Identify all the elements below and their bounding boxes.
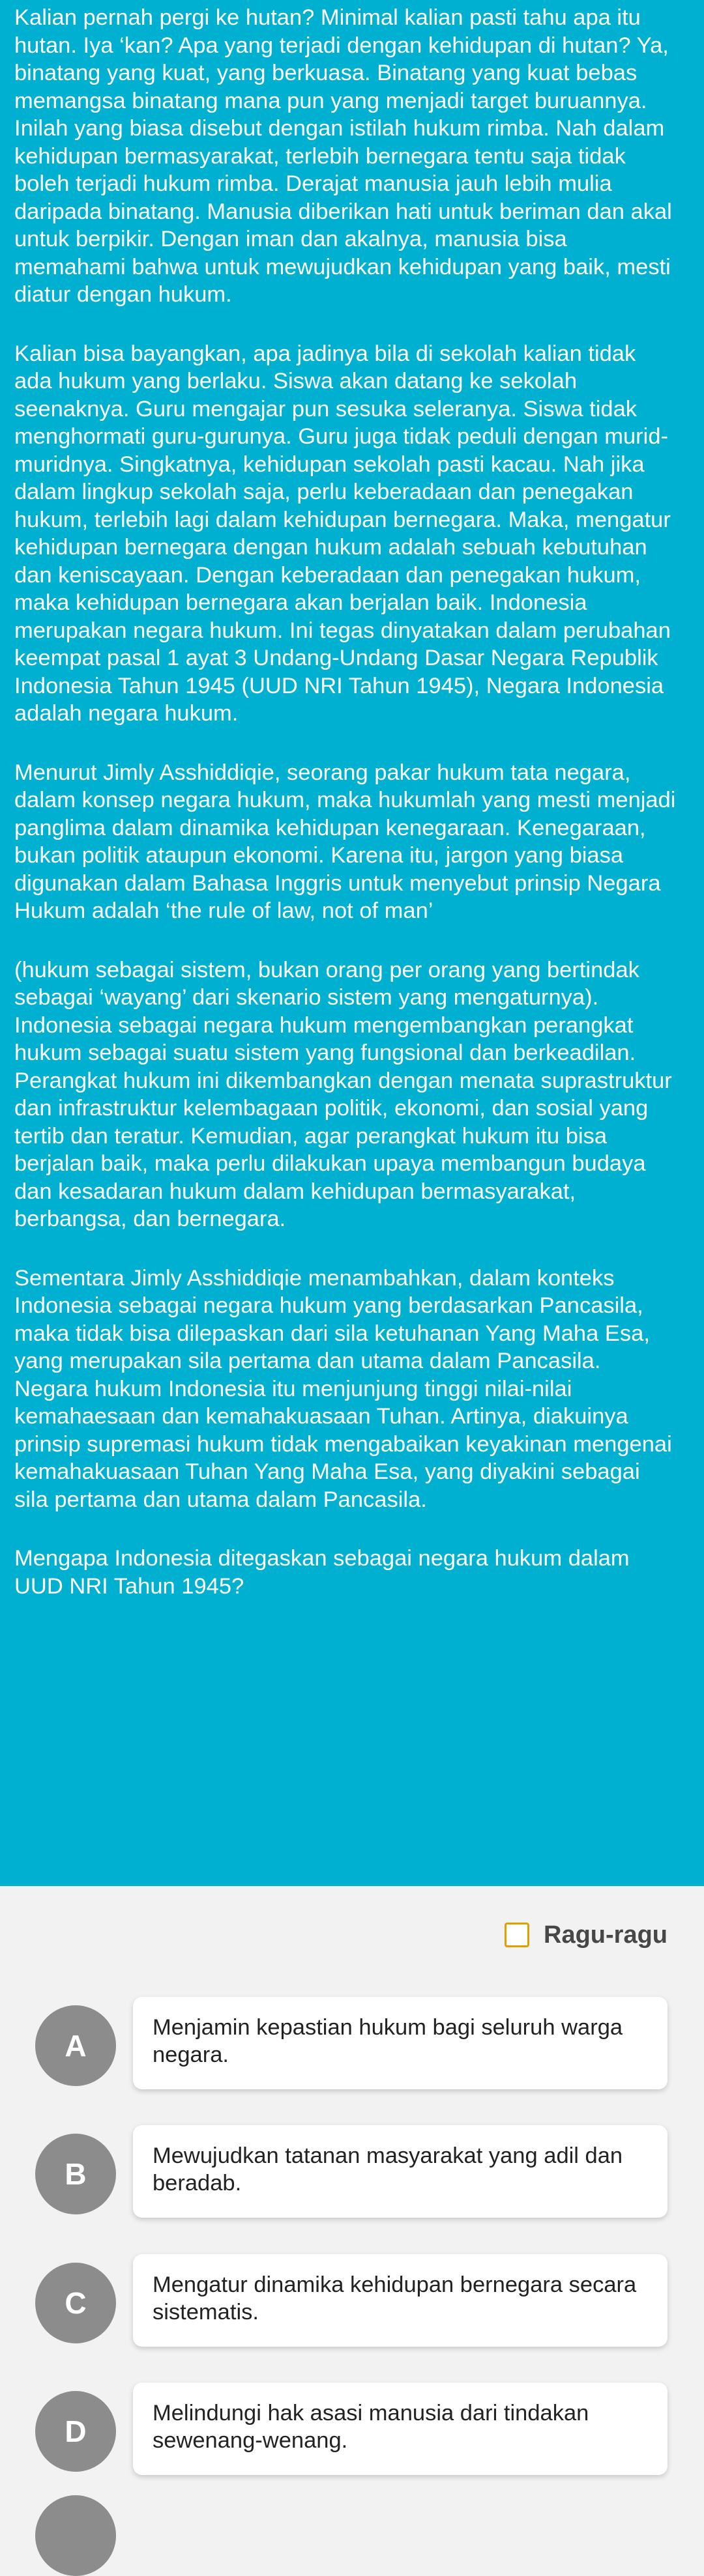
option-text-card[interactable]: Melindungi hak asasi manusia dari tindakan sewenang-wenang. xyxy=(133,2383,667,2475)
option-letter-badge[interactable]: C xyxy=(35,2263,116,2343)
option-letter-badge[interactable]: A xyxy=(35,2005,116,2086)
answer-option-c[interactable] xyxy=(35,2254,667,2352)
passage-paragraph: Menurut Jimly Asshiddiqie, seorang pakar hukum tata negara, dalam konsep negara hukum, maka hukumlah yang mesti menjadi panglima dalam dinamika kehidupan kenegaraan. Kenegaraan, bukan politik ataupun ekonomi. Karena itu, jargon yang biasa digunakan dalam Bahasa Inggris untuk menyebut prinsip Negara Hukum adalah ‘the rule of law, not of man’ xyxy=(14,760,676,923)
option-letter-badge[interactable]: D xyxy=(35,2391,116,2472)
passage-paragraph: Kalian bisa bayangkan, apa jadinya bila di sekolah kalian tidak ada hukum yang berlaku. Siswa akan datang ke sekolah seenaknya. Guru mengajar pun sesuka seleranya. Siswa tidak menghormati guru-gurunya. Guru juga tidak peduli dengan murid-muridnya. Singkatnya, kehidupan sekolah pasti kacau. Nah jika dalam lingkup sekolah saja, perlu keberadaan dan penegakan hukum, terlebih lagi dalam kehidupan bernegara. Maka, mengatur kehidupan bernegara dengan hukum adalah sebuah kebutuhan dan keniscayaan. Dengan keberadaan dan penegakan hukum, maka kehidupan bernegara akan berjalan baik. Indonesia merupakan negara hukum. Ini tegas dinyatakan dalam perubahan keempat pasal 1 ayat 3 Undang-Undang Dasar Negara Republik Indonesia Tahun 1945 (UUD NRI Tahun 1945), Negara Indonesia adalah negara hukum. xyxy=(14,341,671,726)
passage-paragraph: (hukum sebagai sistem, bukan orang per orang yang bertindak sebagai ‘wayang’ dari skenario sistem yang mengaturnya). Indonesia sebagai negara hukum mengembangkan perangkat hukum sebagai suatu sistem yang fungsional dan berkeadilan. Perangkat hukum ini dikembangkan dengan menata suprastruktur dan infrastruktur kelembagaan politik, ekonomi, dan sosial yang tertib dan teratur. Kemudian, agar perangkat hukum itu bisa berjalan baik, maka perlu dilakukan upaya membangun budaya dan kesadaran hukum dalam kehidupan bermasyarakat, berbangsa, dan bernegara. xyxy=(14,957,672,1231)
passage-paragraph: Sementara Jimly Asshiddiqie menambahkan, dalam konteks Indonesia sebagai negara hukum yang berdasarkan Pancasila, maka tidak bisa dilepaskan dari sila ketuhanan Yang Maha Esa, yang merupakan sila pertama dan utama dalam Pancasila. Negara hukum Indonesia itu menjunjung tinggi nilai-nilai kemahaesaan dan kemahakuasaan Tuhan. Artinya, diakuinya prinsip supremasi hukum tidak mengabaikan keyakinan mengenai kemahakuasaan Tuhan Yang Maha Esa, yang diyakini sebagai sila pertama dan utama dalam Pancasila. xyxy=(14,1265,672,1512)
ragu-ragu-checkbox[interactable] xyxy=(505,1923,529,1947)
next-option-badge-partial[interactable] xyxy=(35,2495,116,2576)
ragu-ragu-label: Ragu-ragu xyxy=(544,1921,667,1949)
answer-option-a[interactable] xyxy=(35,1997,667,2095)
option-text-card[interactable]: Menjamin kepastian hukum bagi seluruh warga negara. xyxy=(133,1997,667,2089)
answer-option-b[interactable] xyxy=(35,2125,667,2223)
option-letter-badge[interactable]: B xyxy=(35,2134,116,2214)
option-text-card[interactable]: Mewujudkan tatanan masyarakat yang adil dan beradab. xyxy=(133,2125,667,2218)
passage-paragraph: Kalian pernah pergi ke hutan? Minimal kalian pasti tahu apa itu hutan. Iya ‘kan? Apa yang terjadi dengan kehidupan di hutan? Ya, binatang yang kuat, yang berkuasa. Binatang yang kuat bebas memangsa binatang mana pun yang menjadi target buruannya. Inilah yang biasa disebut dengan istilah hukum rimba. Nah dalam kehidupan bermasyarakat, terlebih bernegara tentu saja tidak boleh terjadi hukum rimba. Derajat manusia jauh lebih mulia daripada binatang. Manusia diberikan hati untuk beriman dan akal untuk berpikir. Dengan iman dan akalnya, manusia bisa memahami bahwa untuk mewujudkan kehidupan yang baik, mesti diatur dengan hukum. xyxy=(14,5,672,307)
ragu-ragu-toggle[interactable] xyxy=(505,1917,667,1953)
question-text: Mengapa Indonesia ditegaskan sebagai negara hukum dalam UUD NRI Tahun 1945? xyxy=(14,1546,630,1599)
answer-option-d[interactable] xyxy=(35,2383,667,2480)
option-text-card[interactable]: Mengatur dinamika kehidupan bernegara secara sistematis. xyxy=(133,2254,667,2347)
